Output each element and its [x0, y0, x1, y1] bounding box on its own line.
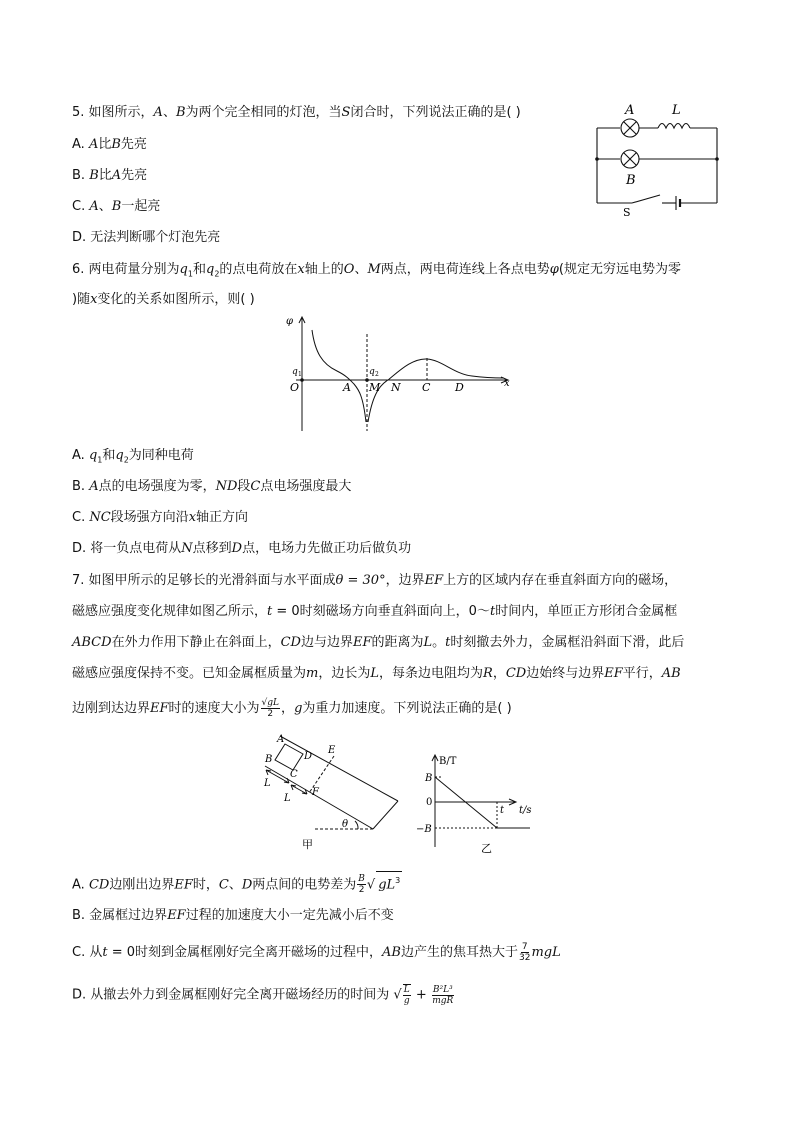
switch-label: S: [623, 206, 631, 218]
boundary-f-label: F: [312, 787, 319, 798]
q7-option-b: B. 金属框过边界EF过程的加速度大小一定先减小后不变: [72, 908, 394, 923]
point-n-label: N: [391, 381, 401, 394]
q5-option-c: C. A、B一起亮: [72, 199, 161, 214]
point-c-label: C: [422, 381, 431, 394]
q7-stem-line1: 7. 如图甲所示的足够长的光滑斜面与水平面成θ = 30°，边界EF上方的区域内存在垂直斜面方向的磁场，: [72, 573, 678, 588]
length-l1-label: L: [264, 778, 271, 789]
bt-negb-label: −B: [416, 824, 432, 835]
q7-incline-figure: [255, 728, 405, 854]
angle-theta-label: θ: [342, 819, 349, 830]
q5-option-b: B. B比A先亮: [72, 168, 148, 183]
boundary-e-label: E: [328, 745, 336, 756]
q2-subscript: 2: [375, 371, 379, 378]
q7-stem-line3: ABCD在外力作用下静止在斜面上，CD边与边界EF的距离为L。t时刻撤去外力，金属框沿斜面下滑，此后: [72, 635, 685, 650]
lamp-a-label: A: [625, 103, 635, 118]
corner-b-label: B: [265, 754, 273, 765]
q7-option-c: C. 从t = 0时刻到金属框刚好完全离开磁场的过程中，AB边产生的焦耳热大于 $\frac{7}{32}$ mgL: [72, 942, 561, 963]
q7-option-d: D. 从撤去外力到金属框刚好完全离开磁场经历的时间为 √ $\frac{L}{g}$ + B²L³ mgR: [72, 984, 454, 1006]
length-l2-label: L: [284, 793, 291, 804]
point-d-label: D: [455, 381, 464, 394]
q6-option-a: A. $q_1$和$q_2$为同种电荷: [72, 448, 194, 465]
lamp-b-label: B: [626, 173, 636, 188]
q7-bt-graph: [412, 752, 552, 856]
figure-yi-caption: 乙: [481, 842, 492, 855]
corner-a-label: A: [277, 734, 285, 745]
q7-option-a: A. CD边刚出边界EF时，C、D两点间的电势差为 $\frac{B}{2}$ √ $gL^3$: [72, 871, 402, 895]
q1-label: q: [292, 367, 298, 377]
figure-jia-caption: 甲: [302, 838, 313, 851]
bt-b-label: B: [425, 773, 433, 784]
q7-stem-line5: 边刚到达边界EF时的速度大小为 $\frac{√gL}{2}$ ，g为重力加速度。下列说法正确的是( ): [72, 698, 512, 719]
point-m-label: M: [369, 381, 381, 394]
corner-d-label: D: [304, 751, 313, 762]
inductor-label: L: [672, 103, 681, 118]
x-axis-label: x: [504, 378, 510, 389]
bt-x-axis-label: t/s: [519, 805, 532, 816]
q6-option-b: B. A点的电场强度为零，ND段C点电场强度最大: [72, 479, 352, 494]
bt-y-axis-label: B/T: [439, 756, 457, 767]
q6-potential-graph: [282, 314, 514, 434]
q5-circuit-figure: [590, 98, 725, 218]
q6-option-d: D. 将一负点电荷从N点移到D点，电场力先做正功后做负功: [72, 541, 412, 556]
q1-subscript: 1: [298, 371, 302, 378]
point-a-label: A: [343, 381, 351, 394]
q2-label: q: [369, 367, 375, 377]
q6-option-c: C. NC段场强方向沿x轴正方向: [72, 510, 249, 525]
point-o-label: O: [290, 381, 300, 394]
q6-stem-line2: )随x变化的关系如图所示，则( ): [72, 292, 255, 307]
q5-option-a: A. A比B先亮: [72, 137, 147, 152]
q7-stem-line2: 磁感应强度变化规律如图乙所示，t = 0时刻磁场方向垂直斜面向上，0～t时间内，单匝正方形闭合金属框: [72, 604, 678, 619]
bt-t-label: t: [500, 805, 505, 816]
q6-stem-line1: 6. 两电荷量分别为$q_1$和$q_2$的点电荷放在x轴上的O、M两点，两电荷连线上各点电势φ(规定无穷远电势为零: [72, 262, 681, 279]
bt-zero-label: 0: [426, 797, 433, 808]
phi-axis-label: φ: [286, 316, 294, 327]
corner-c-label: C: [290, 769, 298, 780]
q5-stem: 5. 如图所示，A、B为两个完全相同的灯泡，当S闭合时，下列说法正确的是( ): [72, 105, 521, 120]
q7-stem-line4: 磁感应强度保持不变。已知金属框质量为m，边长为L，每条边电阻均为R，CD边始终与边界EF平行，AB: [72, 666, 681, 681]
q5-option-d: D. 无法判断哪个灯泡先亮: [72, 230, 221, 245]
